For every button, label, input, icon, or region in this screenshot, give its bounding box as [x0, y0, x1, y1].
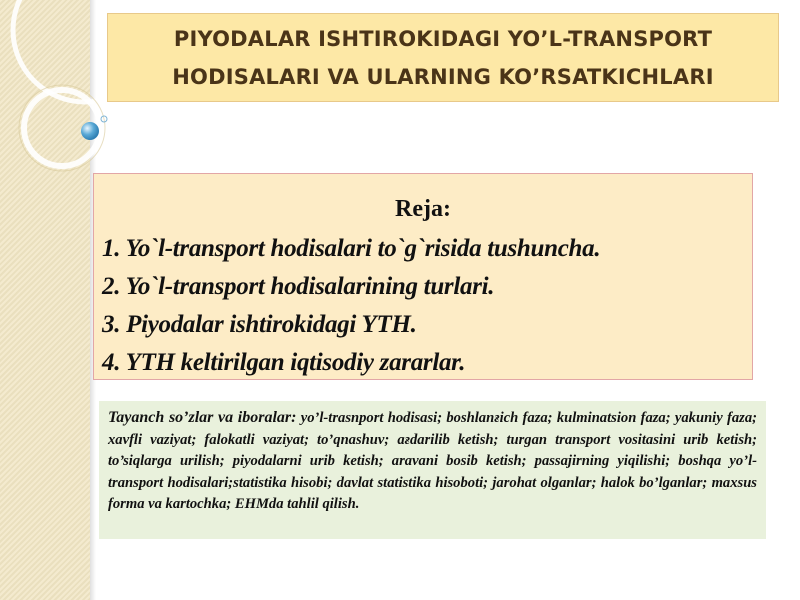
plan-item-3: 3. Piyodalar ishtirokidagi YTH.	[102, 311, 417, 338]
title-box	[107, 13, 779, 102]
keywords-label: Tayanch so’zlar va iboralar:	[108, 409, 297, 426]
keywords-text: yo’l-trasnport hodisasi; boshlanғich faza; kulminatsion faza; yakuniy faza; xavfli vaziyat; falokatli vaziyat; to’qnashuv; aғdarilib ketish; turgan transport vositasini urib ketish; to’siqlarga urilish; piyodalarni urib ketish; aravani bosib ketish; passajirning yiqilishi; boshqa yo’l-transport hodisalari;statistika hisobi; davlat statistika hisoboti; jarohat olganlar; halok bo’lganlar; maxsus forma va kartochka; EHMda tahlil qilish.	[108, 410, 757, 512]
plan-item-1: 1. Yo`l-transport hodisalari to`g`risida tushuncha.	[102, 235, 601, 262]
plan-item-2: 2. Yo`l-transport hodisalarining turlari.	[102, 273, 495, 300]
title-line-2: HODISALARI VA ULARNING KO’RSATKICHLARI	[172, 64, 714, 89]
blue-bead	[81, 122, 99, 140]
title-line-1: PIYODALAR ISHTIROKIDAGI YO’L-TRANSPORT	[173, 26, 713, 51]
slide-title	[172, 20, 713, 96]
keywords-box	[99, 401, 766, 539]
plan-box	[93, 173, 753, 380]
plan-item-4: 4. YTH keltirilgan iqtisodiy zararlar.	[102, 349, 466, 376]
plan-heading: Reja:	[395, 196, 451, 222]
plan-list	[102, 230, 600, 382]
